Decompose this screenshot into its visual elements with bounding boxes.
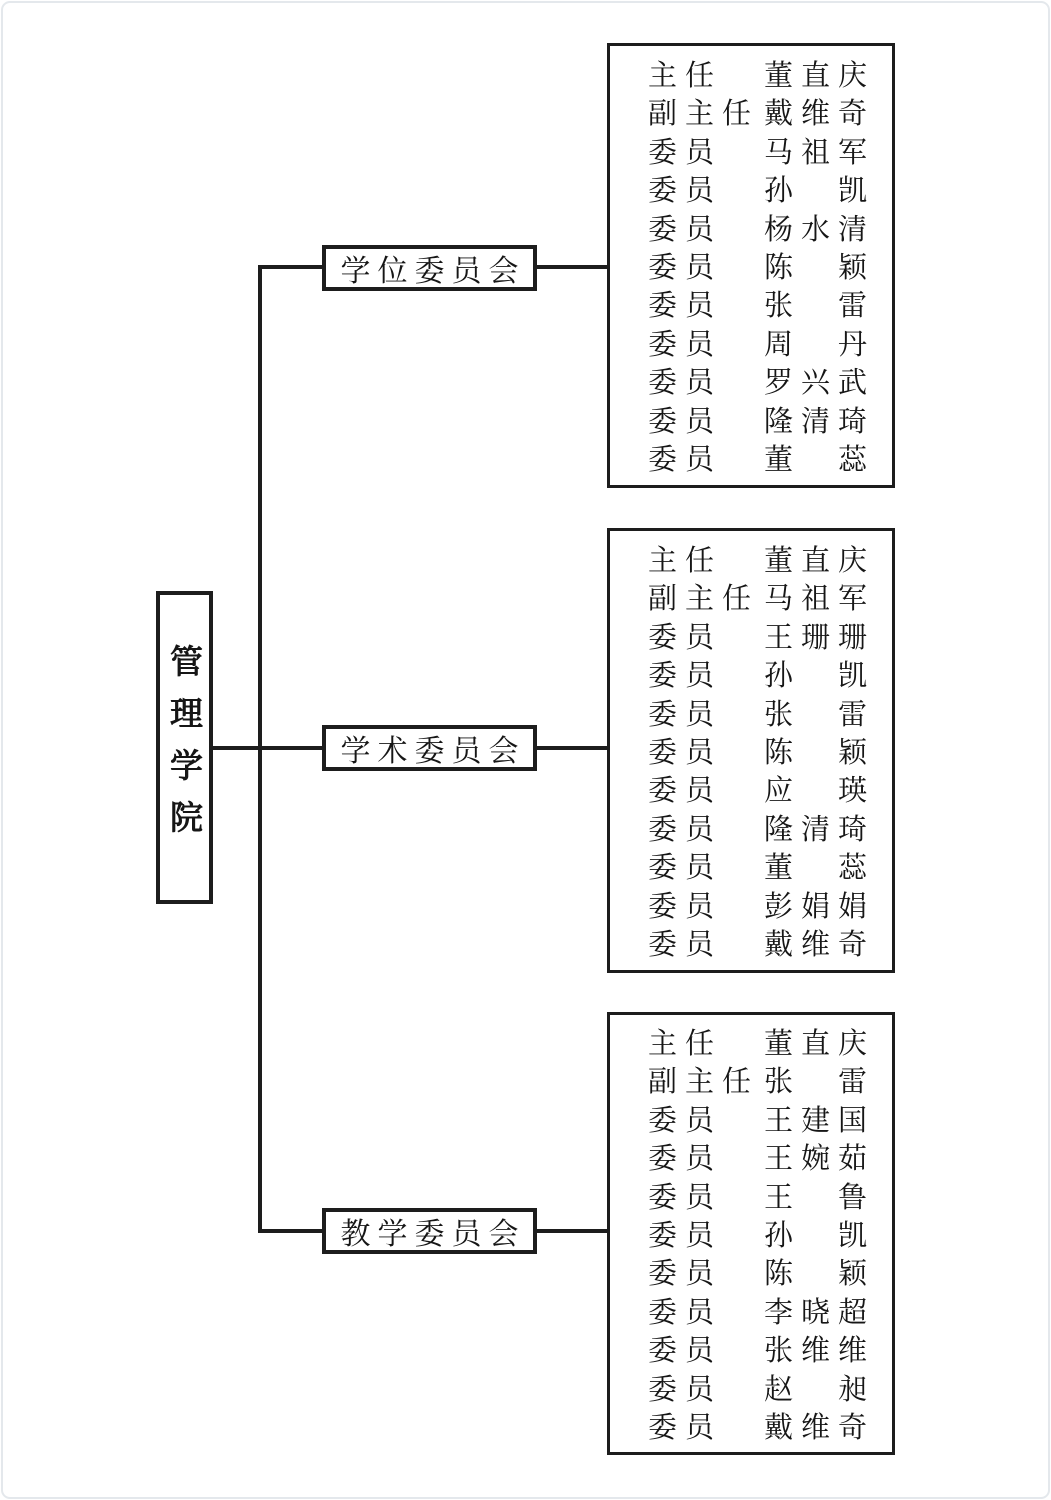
member-role: 副主任 [648, 1064, 760, 1099]
member-row [648, 770, 892, 808]
member-name: 戴维奇 [764, 926, 876, 961]
member-row [648, 1214, 892, 1252]
member-role: 委员 [648, 173, 723, 208]
member-row [648, 1368, 892, 1406]
member-row [648, 246, 892, 284]
member-role: 委员 [648, 1218, 723, 1252]
connector-degree-committee-to-members [535, 265, 609, 269]
member-name: 王婉茹 [764, 1141, 876, 1176]
member-row [648, 323, 892, 361]
member-row [648, 361, 892, 399]
member-name: 董直庆 [764, 58, 876, 93]
committee-label-academic: 学术委员会 [340, 734, 526, 769]
member-role: 委员 [648, 926, 723, 961]
member-role: 主任 [648, 1026, 723, 1061]
member-role: 委员 [648, 403, 723, 438]
member-row [648, 808, 892, 846]
member-name: 马祖军 [764, 134, 876, 169]
member-name: 赵 昶 [764, 1371, 876, 1406]
member-role: 委员 [648, 134, 723, 169]
member-name: 张 雷 [764, 696, 876, 731]
connector-trunk-to-degree-committee [258, 265, 324, 269]
member-name: 罗兴武 [764, 365, 876, 400]
connector-trunk-to-teaching-committee [258, 1229, 324, 1233]
member-name: 彭娟娟 [764, 888, 876, 923]
member-row [648, 655, 892, 693]
member-name: 陈 颖 [764, 735, 876, 769]
member-name: 张 雷 [764, 1064, 876, 1099]
member-name: 张 雷 [764, 288, 876, 323]
member-row [648, 93, 892, 131]
root-box-management-college [156, 591, 213, 904]
member-name: 王珊珊 [764, 619, 876, 654]
member-row [648, 1291, 892, 1329]
root-label: 管理学院 [165, 643, 204, 852]
member-role: 委员 [648, 1371, 723, 1406]
member-role: 委员 [648, 735, 723, 769]
member-role: 委员 [648, 365, 723, 400]
member-role: 委员 [648, 288, 723, 323]
member-row [648, 1061, 892, 1099]
member-row [648, 846, 892, 884]
committee-box-academic [322, 725, 537, 771]
connector-root-to-academic-committee [211, 746, 324, 750]
member-row [648, 1253, 892, 1291]
member-role: 委员 [648, 1102, 723, 1137]
member-row [648, 438, 892, 476]
member-name: 杨水清 [764, 211, 876, 246]
member-name: 隆清琦 [764, 811, 876, 846]
member-row [648, 208, 892, 246]
member-name: 周 丹 [764, 326, 876, 361]
member-role: 委员 [648, 850, 723, 885]
member-name: 戴维奇 [764, 1409, 876, 1444]
member-name: 陈 颖 [764, 250, 876, 284]
member-row [648, 400, 892, 438]
member-name: 董 蕊 [764, 850, 876, 885]
member-role: 副主任 [648, 581, 760, 616]
member-role: 委员 [648, 888, 723, 923]
committee-box-teaching [322, 1208, 537, 1254]
member-name: 孙 凯 [764, 1218, 876, 1252]
connector-academic-committee-to-members [535, 746, 609, 750]
member-row [648, 923, 892, 961]
committee-label-teaching: 教学委员会 [340, 1217, 526, 1252]
member-row [648, 1099, 892, 1137]
member-row [648, 731, 892, 769]
connector-teaching-committee-to-members [535, 1229, 609, 1233]
member-role: 委员 [648, 773, 723, 808]
member-role: 委员 [648, 211, 723, 246]
member-row [648, 578, 892, 616]
member-row [648, 693, 892, 731]
member-row [648, 1329, 892, 1367]
member-row [648, 170, 892, 208]
member-row [648, 131, 892, 169]
committee-box-degree [322, 245, 537, 291]
member-name: 应 瑛 [764, 773, 876, 808]
member-name: 张维维 [764, 1333, 876, 1368]
member-name: 王 鲁 [764, 1179, 876, 1214]
member-role: 委员 [648, 250, 723, 284]
member-row [648, 1138, 892, 1176]
member-role: 委员 [648, 811, 723, 846]
member-role: 委员 [648, 1256, 723, 1291]
member-role: 主任 [648, 58, 723, 93]
member-row [648, 1022, 892, 1060]
member-role: 委员 [648, 619, 723, 654]
member-name: 董直庆 [764, 543, 876, 578]
member-name: 马祖军 [764, 581, 876, 616]
member-row [648, 54, 892, 92]
member-name: 孙 凯 [764, 173, 876, 208]
member-row [648, 285, 892, 323]
member-row [648, 539, 892, 577]
member-role: 委员 [648, 696, 723, 731]
member-role: 委员 [648, 1333, 723, 1368]
member-role: 委员 [648, 1179, 723, 1214]
member-name: 戴维奇 [764, 96, 876, 131]
member-name: 董 蕊 [764, 441, 876, 476]
member-name: 隆清琦 [764, 403, 876, 438]
member-list-academic [607, 528, 895, 973]
member-row [648, 1406, 892, 1444]
member-role: 委员 [648, 658, 723, 693]
member-role: 委员 [648, 1409, 723, 1444]
member-row [648, 885, 892, 923]
member-name: 王建国 [764, 1102, 876, 1137]
member-role: 委员 [648, 326, 723, 361]
member-list-teaching [607, 1012, 895, 1455]
member-role: 委员 [648, 441, 723, 476]
member-role: 委员 [648, 1294, 723, 1329]
member-role: 主任 [648, 543, 723, 578]
committee-label-degree: 学位委员会 [340, 254, 526, 289]
member-row [648, 616, 892, 654]
member-name: 陈 颖 [764, 1256, 876, 1291]
member-role: 副主任 [648, 96, 760, 131]
member-name: 董直庆 [764, 1026, 876, 1061]
member-list-degree [607, 43, 895, 488]
member-role: 委员 [648, 1141, 723, 1176]
member-name: 孙 凯 [764, 658, 876, 693]
member-name: 李晓超 [764, 1294, 876, 1329]
member-row [648, 1176, 892, 1214]
